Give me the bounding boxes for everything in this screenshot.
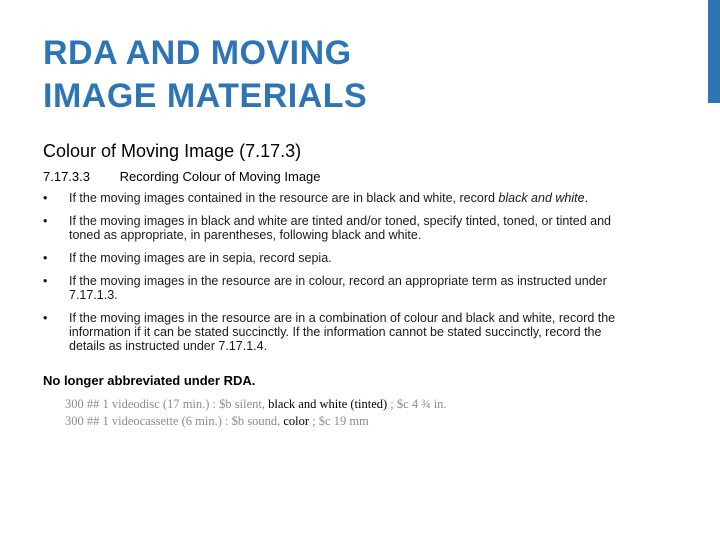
list-item-emphasis: black and white: [498, 191, 585, 205]
example-text-end: ; $c 19 mm: [309, 414, 369, 428]
example-line: [65, 413, 447, 430]
accent-bar: [708, 0, 720, 103]
bullet-icon: •: [43, 251, 48, 265]
list-item-text: [69, 191, 623, 205]
list-item-text-start: If the moving images contained in the resource are in black and white, record: [69, 191, 499, 205]
list-item-text: If the moving images in the resource are in colour, record an appropriate term as instructed under 7.17.1.3.: [69, 274, 607, 302]
rule-heading-text: Recording Colour of Moving Image: [119, 169, 321, 184]
list-item-text: If the moving images are in sepia, record sepia.: [69, 251, 332, 265]
slide-title: [43, 32, 367, 118]
example-highlight: black and white (tinted): [268, 397, 388, 411]
abbreviation-note: No longer abbreviated under RDA.: [43, 373, 256, 388]
rule-heading: [43, 169, 321, 184]
title-line-2: IMAGE MATERIALS: [43, 77, 368, 115]
bullet-icon: •: [43, 274, 48, 288]
list-item-text-end: .: [584, 191, 589, 205]
bullet-icon: •: [43, 311, 48, 325]
instruction-list: [43, 191, 623, 362]
rule-number: 7.17.3.3: [43, 169, 90, 184]
example-text: 300 ## 1 videodisc (17 min.) : $b silent,: [65, 397, 269, 411]
bullet-icon: •: [43, 214, 48, 228]
example-highlight: color: [283, 414, 310, 428]
list-item-text: If the moving images in black and white are tinted and/or toned, specify tinted, toned, or tinted and toned as appropriate, in parentheses, following black and white.: [69, 214, 611, 242]
example-text-end: ; $c 4 ¾ in.: [387, 397, 447, 411]
title-line-1: RDA AND MOVING: [43, 34, 352, 72]
bullet-icon: •: [43, 191, 48, 205]
section-subtitle: Colour of Moving Image (7.17.3): [43, 141, 302, 161]
list-item: [43, 274, 623, 302]
example-text: 300 ## 1 videocassette (6 min.) : $b sound,: [65, 414, 284, 428]
list-item: [43, 191, 623, 205]
list-item: [43, 251, 623, 265]
marc-examples: [65, 396, 447, 430]
list-item-text: If the moving images in the resource are in a combination of colour and black and white, record the information if it can be stated succinctly. If the information cannot be stated succinctly, record the details as instructed under 7.17.1.4.: [69, 311, 616, 353]
example-line: [65, 396, 447, 413]
list-item: [43, 311, 623, 353]
list-item: [43, 214, 623, 242]
